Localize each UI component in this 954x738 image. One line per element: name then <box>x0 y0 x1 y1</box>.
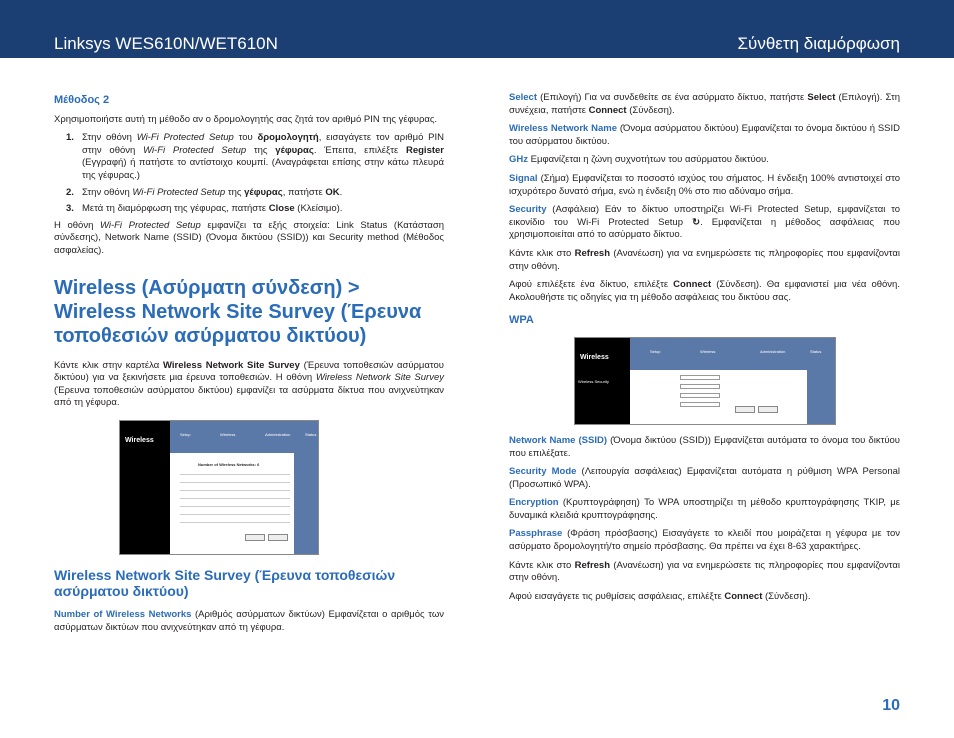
refresh-paragraph: Κάντε κλικ στο Refresh (Ανανέωση) για να ενημερώσετε τις πληροφορίες που εμφανίζονται στην οθόνη. <box>509 247 901 272</box>
survey-paragraph: Κάντε κλικ στην καρτέλα Wireless Network Site Survey (Έρευνα τοποθεσιών ασύρματου δικτύου) για να ξεκινήσετε μια έρευνα τοποθεσιών. Η οθόνη Wireless Network Site Survey (Έρευνα τοποθεσιών ασύρματου δικτύου) εμφανίζει τα ασύρματα δίκτυα που ανιχνεύτηκαν από τη γέφυρα. <box>54 359 444 409</box>
wnn-paragraph: Wireless Network Name (Όνομα ασύρματου δικτύου) Εμφανίζεται το όνομα δικτύου ή SSID του ασύρματου δικτύου. <box>509 123 900 147</box>
connect-paragraph: Αφού επιλέξετε ένα δίκτυο, επιλέξτε Connect (Σύνδεση). Θα εμφανιστεί μια νέα οθόνη. Ακολουθήστε τις οδηγίες για τη μέθοδο ασφάλειας του δικτύου σας. <box>509 279 900 303</box>
wpa-heading: WPA <box>509 314 534 327</box>
status-paragraph: Η οθόνη Wi-Fi Protected Setup εμφανίζει τα εξής στοιχεία: Link Status (Κατάσταση σύνδεσης), Network Name (SSID) (Όνομα δικτύου (SSID)) και Security method (Μέθοδος ασφαλείας). <box>54 219 445 256</box>
enc-paragraph: Encryption (Κρυπτογράφηση) Το WPA υποστηρίζει τη μέθοδο κρυπτογράφησης TKIP, με δυναμικά κλειδιά κρυπτογράφησης. <box>509 497 900 521</box>
num-networks-paragraph: Number of Wireless Networks (Αριθμός ασύρματων δικτύων) Εμφανίζεται ο αριθμός των ασύρματων δικτύων που ανιχνεύτηκαν από τη γέφυρα. <box>54 608 444 633</box>
method-heading: Μέθοδος 2 <box>54 94 110 106</box>
mid-heading: Wireless Network Site Survey (Έρευνα τοποθεσιών ασύρματου δικτύου) <box>54 566 396 599</box>
list-item: 3. Μετά τη διαμόρφωση της γέφυρας, πατήστε Close (Κλείσιμο). <box>66 203 343 215</box>
refresh2-paragraph: Κάντε κλικ στο Refresh (Ανανέωση) για να ενημερώσετε τις πληροφορίες που εμφανίζονται στην οθόνη. <box>509 559 901 584</box>
final-paragraph: Αφού εισαγάγετε τις ρυθμίσεις ασφάλειας, επιλέξτε Connect (Σύνδεση). <box>509 590 811 602</box>
list-item: 2. Στην οθόνη Wi-Fi Protected Setup της γέφυρας, πατήστε OK. <box>66 186 343 198</box>
wps-icon: ↻ <box>692 216 701 228</box>
method-intro: Χρησιμοποιήστε αυτή τη μέθοδο αν ο δρομολογητής σας ζητά τον αριθμό PIN της γέφυρας. <box>54 113 438 125</box>
pp-paragraph: Passphrase (Φράση πρόσβασης) Εισαγάγετε το κλειδί που μοιράζεται η γέφυρα με τον ασύρματο δρομολογητή/το σημείο πρόσβασης. Θα πρέπει να έχει 8-63 χαρακτήρες. <box>509 528 900 553</box>
list-item: 1. Στην οθόνη Wi-Fi Protected Setup του δρομολογητή, εισαγάγετε τον αριθμό PIN στην οθόνη Wi-Fi Protected Setup της γέφυρας. Έπειτα, επιλέξτε Register (Εγγραφή) ή πατήστε το αντίστοιχο κουμπί. (Αναγράφεται επίσης στην κάτω πλευρά της γέφυρας.) <box>66 132 444 181</box>
select-paragraph: Select (Επιλογή) Για να συνδεθείτε σε ένα ασύρματο δίκτυο, πατήστε Select (Επιλογή). Στη συνέχεια, πατήστε Connect (Σύνδεση). <box>509 92 900 116</box>
nn-paragraph: Network Name (SSID) (Όνομα δικτύου (SSID)) Εμφανίζεται αυτόματα το όνομα του δικτύου που επιλέξατε. <box>509 434 900 459</box>
left-column <box>54 92 444 640</box>
steps-list <box>54 132 444 216</box>
page-header <box>0 0 954 58</box>
sm-paragraph: Security Mode (Λειτουργία ασφάλειας) Εμφανίζεται αυτόματα η ρύθμιση WPA Personal (Προσωπικό WPA). <box>509 466 901 490</box>
wpa-screenshot: Wireless Wireless Security Setup Wireless Administration Status <box>574 337 836 425</box>
security-paragraph: Security (Ασφάλεια) Εάν το δίκτυο υποστηρίζει Wi-Fi Protected Setup, εμφανίζεται το εικονίδιο του Wi-Fi Protected Setup ↻. Εμφανίζεται η μέθοδος ασφάλειας που χρησιμοποιείται από το ασύρματο δίκτυο. <box>509 204 900 241</box>
ghz-paragraph: GHz Εμφανίζεται η ζώνη συχνοτήτων του ασύρματου δικτύου. <box>509 154 769 166</box>
site-survey-screenshot: Wireless Setup Wireless Administration Status Number of Wireless Networks: 6 <box>119 420 319 555</box>
page-number: 10 <box>882 697 900 714</box>
right-column <box>509 92 900 609</box>
section-title: Σύνθετη διαμόρφωση <box>737 34 900 53</box>
signal-paragraph: Signal (Σήμα) Εμφανίζεται το ποσοστό ισχύος του σήματος. Η ένδειξη 100% αντιστοιχεί στο ισχυρότερο δυνατό σήμα, ενώ η ένδειξη 0% στο πιο αδύναμο σήμα. <box>509 172 900 197</box>
product-title: Linksys WES610N/WET610N <box>54 34 278 53</box>
big-heading: Wireless (Ασύρματη σύνδεση) > Wireless Network Site Survey (Έρευνα τοποθεσιών ασύρματου δικτύου) <box>54 276 422 347</box>
